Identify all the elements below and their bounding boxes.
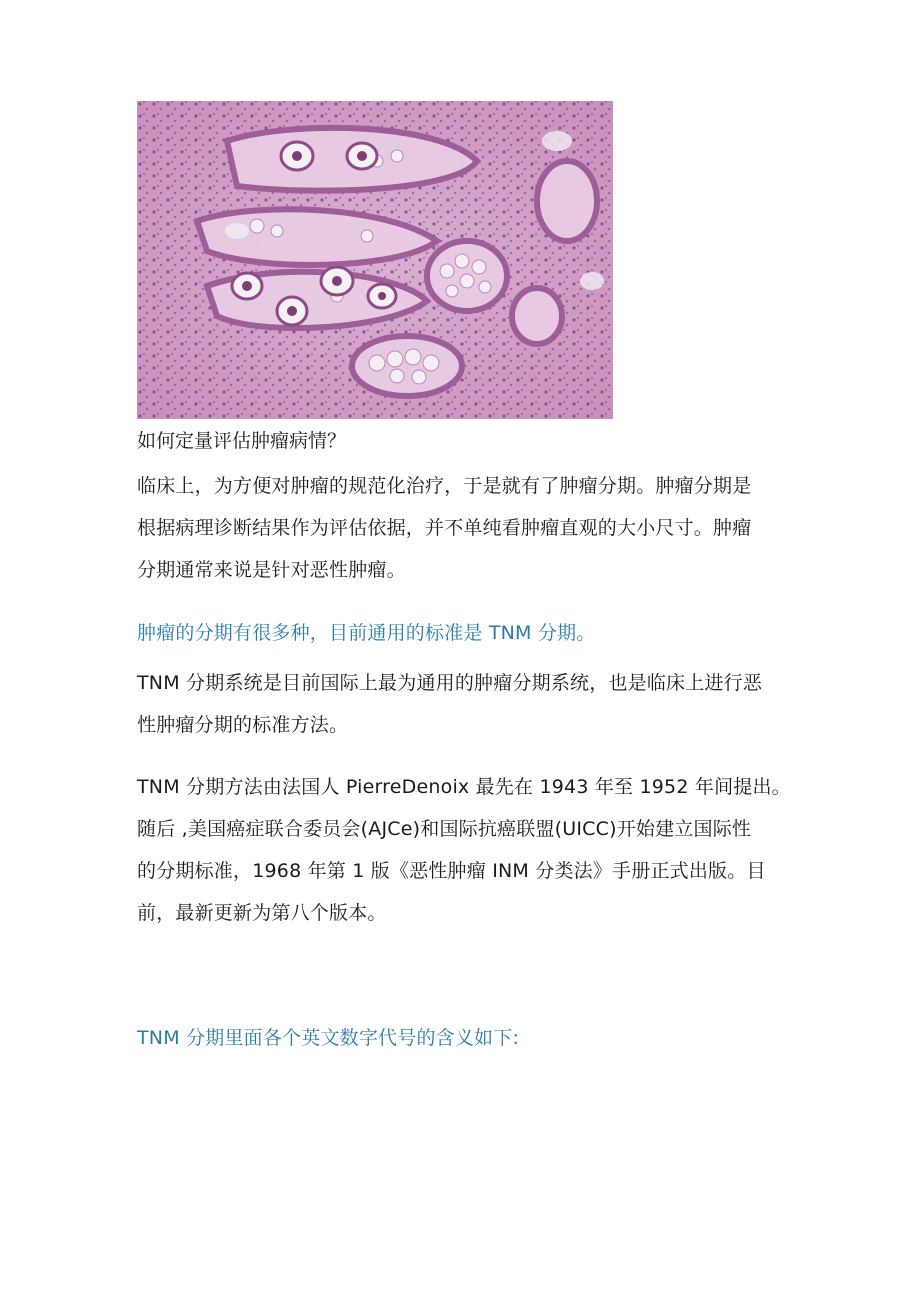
paragraph-tnm-meaning-heading [137, 1017, 797, 1059]
text-line: TNM 分期里面各个英文数字代号的含义如下: [137, 1027, 520, 1049]
text-line: TNM 分期系统是目前国际上最为通用的肿瘤分期系统，也是临床上进行恶 [137, 672, 763, 694]
paragraph-tnm-system [137, 662, 797, 746]
paragraph-tnm-history [137, 766, 797, 934]
text-line: 前，最新更新为第八个版本。 [137, 902, 387, 924]
paragraph-staging-intro [137, 465, 797, 591]
histology-illustration [137, 101, 613, 419]
text-line: 分期通常来说是针对恶性肿瘤。 [137, 559, 406, 581]
histology-image [137, 101, 613, 419]
text-line: 的分期标准，1968 年第 1 版《恶性肿瘤 INM 分类法》手册正式出版。目 [137, 860, 766, 882]
paragraph-tnm-standard [137, 612, 797, 654]
text-line: 根据病理诊断结果作为评估依据，并不单纯看肿瘤直观的大小尺寸。肿瘤 [137, 517, 752, 539]
text-line: 肿瘤的分期有很多种，目前通用的标准是 TNM 分期。 [137, 622, 596, 644]
text-line: 临床上，为方便对肿瘤的规范化治疗，于是就有了肿瘤分期。肿瘤分期是 [137, 475, 752, 497]
text-line: 性肿瘤分期的标准方法。 [137, 714, 349, 736]
text-line: 随后 ,美国癌症联合委员会(AJCe)和国际抗癌联盟(UICC)开始建立国际性 [137, 818, 752, 840]
text-line: TNM 分期方法由法国人 PierreDenoix 最先在 1943 年至 1952 年间提出。 [137, 776, 791, 798]
image-caption: 如何定量评估肿瘤病情？ [137, 430, 347, 452]
